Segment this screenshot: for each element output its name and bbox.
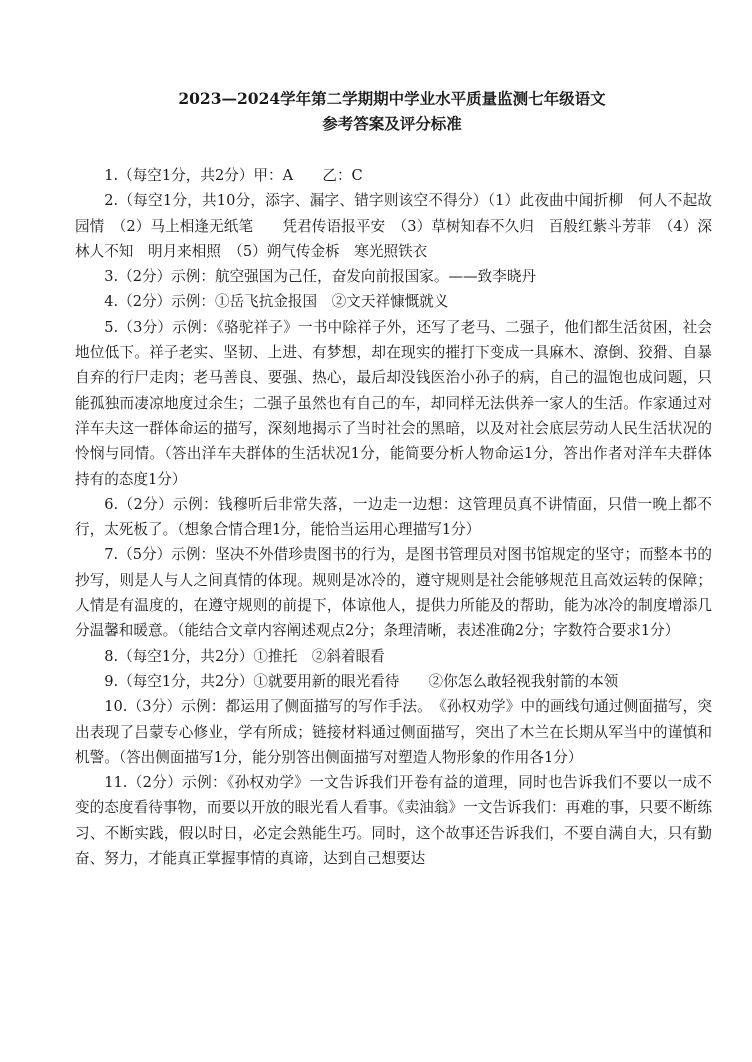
answer-item-9: 9.（每空1分，共2分）①就要用新的眼光看待 ②你怎么敢轻视我射箭的本领 (104, 672, 619, 690)
answer-item-10: 10.（3分）示例：都运用了侧面描写的写作手法。 《孙权劝学》中的画线句通过侧面描写，突出表现了吕蒙专心修业，学有所成；链接材料通过侧面描写，突出了木兰在长期从军当中的谨慎和机警。（答出侧面描写1分，能分别答出侧面描写对塑造人物形象的作用各1分） (75, 698, 712, 766)
document-title: 2023—2024学年第二学期期中学业水平质量监测七年级语文 (178, 89, 606, 108)
document-subtitle: 参考答案及评分标准 (322, 114, 462, 133)
answer-item-5: 5.（3分）示例：《骆驼祥子》一书中除祥子外，还写了老马、二强子，他们都生活贫困，社会地位低下。祥子老实、坚韧、上进、有梦想，却在现实的摧打下变成一具麻木、潦倒、狡猾、自暴自弃的行尸走肉；老马善良、要强、热心，最后却没钱医治小孙子的病，自己的温饱也成问题，只能孤独而凄凉地度过余生；二强子虽然也有自己的车，却同样无法供养一家人的生活。作家通过对洋车夫这一群体命运的描写，深刻地揭示了当时社会的黑暗，以及对社会底层劳动人民生活状况的怜悯与同情。（答出洋车夫群体的生活状况1分，能简要分析人物命运1分，答出作者对洋车夫群体持有的态度1分） (75, 318, 712, 488)
answer-item-1: 1.（每空1分，共2分）甲：A 乙：C (104, 167, 363, 184)
answer-item-6: 6.（2分）示例：钱穆听后非常失落，一边走一边想：这管理员真不讲情面，只借一晚上都不行，太死板了。（想象合情合理1分，能恰当运用心理描写1分） (75, 495, 712, 539)
answer-item-4: 4.（2分）示例：①岳飞抗金报国 ②文天祥慷慨就义 (104, 293, 449, 311)
answer-item-3: 3.（2分）示例：航空强国为己任，奋发向前报国家。——致李晓丹 (104, 268, 537, 286)
title-spacing (75, 135, 712, 163)
answer-item-7: 7.（5分）示例：坚决不外借珍贵图书的行为，是图书管理员对图书馆规定的坚守；而整本书的抄写，则是人与人之间真情的体现。规则是冰冷的，遵守规则是社会能够规范且高效运转的保障；人情是有温度的，在遵守规则的前提下，体谅他人，提供力所能及的帮助，能为冰冷的制度增添几分温馨和暖意。（能结合文章内容阐述观点2分；条理清晰，表述准确2分；字数符合要求1分） (75, 546, 712, 640)
answer-item-8: 8.（每空1分，共2分）①推托 ②斜着眼看 (104, 647, 385, 665)
answer-item-2: 2.（每空1分，共10分，添字、漏字、错字则该空不得分）（1）此夜曲中闻折柳 何人不起故园情 （2）马上相逢无纸笔 凭君传语报平安 （3）草树知春不久归 百般红紫斗芳菲 （4）深林人不知 明月来相照 （5）朔气传金柝 寒光照铁衣 (75, 192, 712, 260)
answer-item-11: 11.（2分）示例：《孙权劝学》一文告诉我们开卷有益的道理，同时也告诉我们不要以一成不变的态度看待事物，而要以开放的眼光看人看事。《卖油翁》一文告诉我们：再难的事，只要不断练习、不断实践，假以时日，必定会熟能生巧。同时，这个故事还告诉我们，不要自满自大，只有勤奋、努力，才能真正掌握事情的真谛，达到自己想要达 (75, 774, 712, 868)
